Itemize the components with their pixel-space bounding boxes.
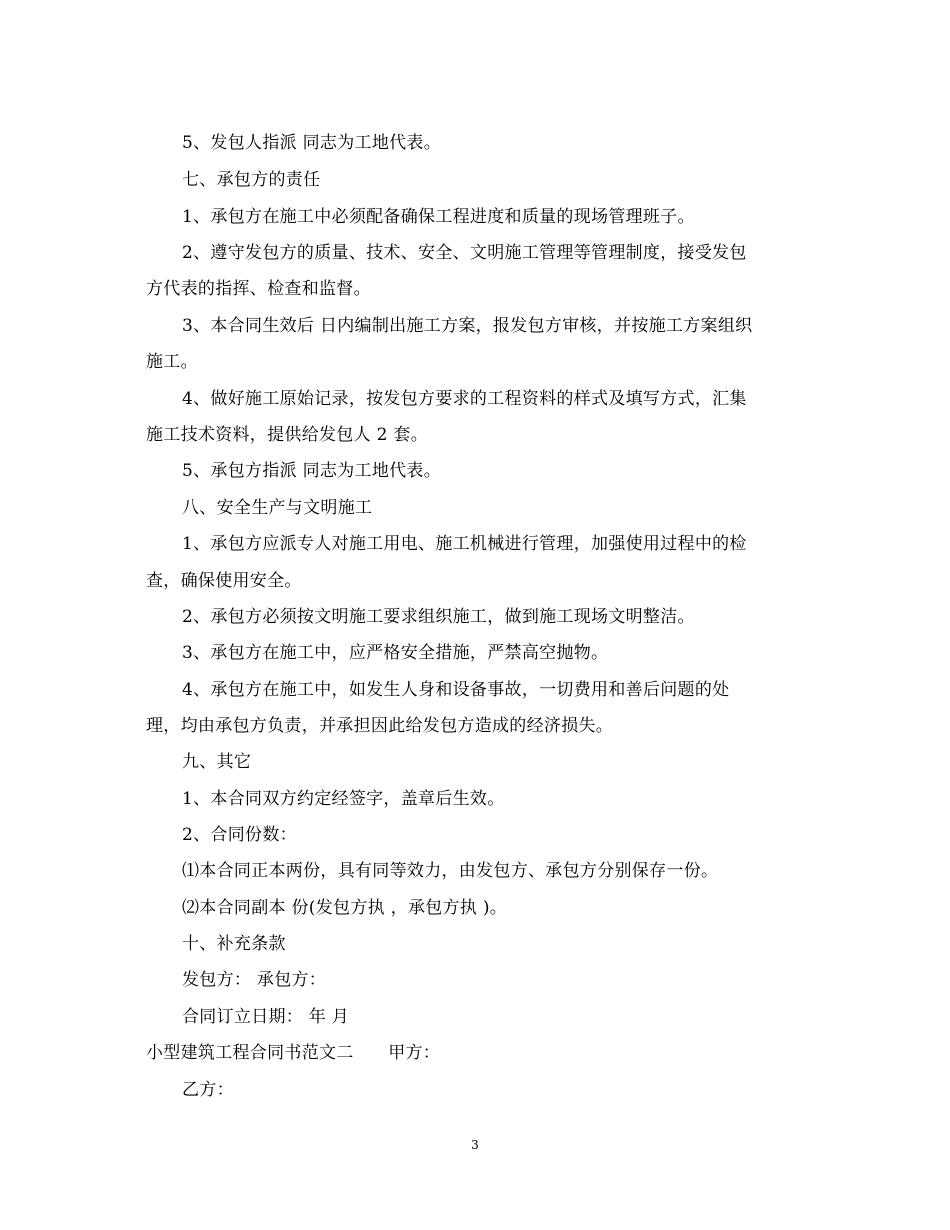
text-line: 5、发包人指派 同志为工地代表。 <box>182 133 442 153</box>
page-number: 3 <box>471 1138 479 1152</box>
section-heading: 九、其它 <box>182 752 252 772</box>
text-line: 5、承包方指派 同志为工地代表。 <box>182 461 442 481</box>
text-line: ⑴本合同正本两份，具有同等效力，由发包方、承包方分别保存一份。 <box>182 861 719 881</box>
document-subtitle: 小型建筑工程合同书范文二 甲方： <box>146 1043 441 1063</box>
text-line: 3、承包方在施工中，应严格安全措施，严禁高空抛物。 <box>182 643 609 663</box>
text-line: 2、合同份数： <box>182 825 297 845</box>
text-line: 4、做好施工原始记录，按发包方要求的工程资料的样式及填写方式，汇集 <box>182 389 747 409</box>
text-line: 2、遵守发包方的质量、技术、安全、文明施工管理等管理制度，接受发包 <box>182 243 747 263</box>
text-line: 查，确保使用安全。 <box>146 571 302 591</box>
text-line: 1、本合同双方约定经签字，盖章后生效。 <box>182 789 505 809</box>
text-line: 4、承包方在施工中，如发生人身和设备事故，一切费用和善后问题的处 <box>182 680 730 700</box>
text-line: 方代表的指挥、检查和监督。 <box>146 279 371 299</box>
signature-line: 发包方： 承包方： <box>182 970 327 990</box>
date-line: 合同订立日期： 年 月 <box>182 1007 350 1027</box>
section-heading: 七、承包方的责任 <box>182 170 321 190</box>
text-line: 3、本合同生效后 日内编制出施工方案，报发包方审核，并按施工方案组织 <box>182 316 753 336</box>
text-line: 施工技术资料，提供给发包人 2 套。 <box>146 425 429 445</box>
text-line: 2、承包方必须按文明施工要求组织施工，做到施工现场文明整洁。 <box>182 607 695 627</box>
text-line: 施工。 <box>146 352 198 372</box>
text-line: 1、承包方在施工中必须配备确保工程进度和质量的现场管理班子。 <box>182 207 695 227</box>
party-line: 乙方： <box>182 1080 234 1100</box>
text-line: 1、承包方应派专人对施工用电、施工机械进行管理，加强使用过程中的检 <box>182 534 747 554</box>
text-line: ⑵本合同副本 份(发包方执 ，承包方执 )。 <box>182 898 508 918</box>
section-heading: 八、安全生产与文明施工 <box>182 498 373 518</box>
text-line: 理，均由承包方负责，并承担因此给发包方造成的经济损失。 <box>146 716 614 736</box>
section-heading: 十、补充条款 <box>182 934 286 954</box>
